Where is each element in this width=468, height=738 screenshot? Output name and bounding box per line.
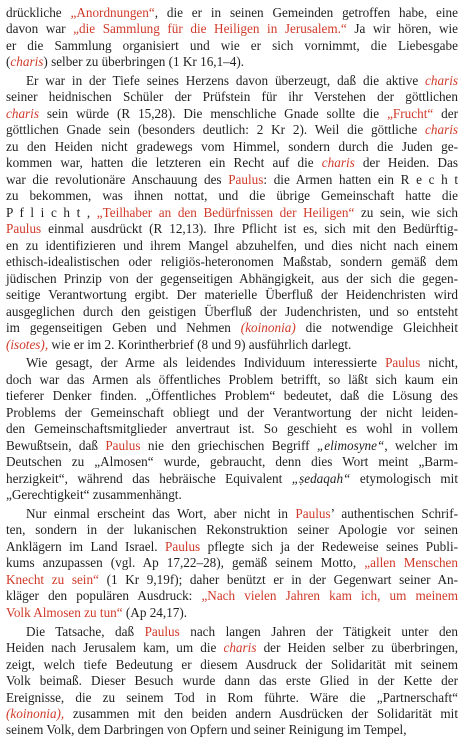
text-line bbox=[6, 155, 458, 171]
text-run: der Heiden. Das bbox=[354, 155, 458, 170]
text-run: Wie gesagt, der Arme als leidendes Individuum interessierte bbox=[26, 355, 386, 370]
text-run: Er war in der Tiefe seines Herzens davon überzeugt, daß die aktive bbox=[26, 73, 426, 88]
text-line bbox=[26, 73, 458, 89]
text-line bbox=[6, 471, 458, 487]
text-run: tieferer Denker finden. „Öffentliches Problem“ bedeutet, daß die Lösung des bbox=[6, 388, 458, 403]
text-run: zu bekommen, was ihnen nottat, und die übrige Gemeinschaft hatte die bbox=[6, 188, 458, 203]
text-line bbox=[6, 54, 458, 70]
text-line bbox=[6, 205, 458, 221]
text-run: ’ authentischen Schrif- bbox=[330, 506, 458, 521]
text-run: Anklägern im Land Israel. bbox=[6, 539, 165, 554]
text-run: P f l i c h t , bbox=[6, 205, 97, 220]
text-line bbox=[6, 238, 458, 254]
highlighted-term: „Frucht“ bbox=[387, 106, 434, 121]
text-run: Heiden nach Jerusalem kam, um die bbox=[6, 640, 224, 655]
highlighted-term: charis bbox=[6, 106, 39, 121]
highlighted-term: (isotes), bbox=[6, 337, 49, 352]
text-line bbox=[6, 690, 458, 706]
text-line bbox=[6, 21, 458, 37]
text-run: „elimosyne“ bbox=[316, 438, 385, 453]
text-run: seitige Verantwortung ergibt. Der materielle Überfluß der Heidenchristen wird bbox=[6, 287, 458, 302]
text-line bbox=[6, 388, 458, 404]
text-line bbox=[6, 722, 458, 738]
highlighted-term: charis bbox=[321, 155, 355, 170]
text-run: zu sein, wie sich bbox=[354, 205, 458, 220]
text-run: ten, sondern in der lukanischen Rekonstruktion seiner Apologie vor seinen bbox=[6, 522, 458, 537]
highlighted-term: (koinonia), bbox=[6, 706, 65, 721]
text-line bbox=[6, 122, 458, 138]
highlighted-term: (koinonia) bbox=[240, 320, 296, 335]
text-run: den Gemeinschaftsmitglieder anvertraut ist. So geschieht es wohl in vollem bbox=[6, 421, 458, 436]
text-run: der bbox=[433, 106, 458, 121]
text-run: im gegenseitigen Geben und Nehmen bbox=[6, 320, 241, 335]
highlighted-term: charis bbox=[223, 640, 257, 655]
text-run: „ṣedaqah“ bbox=[291, 471, 351, 486]
text-run: Die Tatsache, daß bbox=[26, 624, 145, 639]
text-run: nicht, bbox=[420, 355, 458, 370]
text-line bbox=[6, 555, 458, 571]
text-line bbox=[6, 572, 458, 588]
text-run: war die revolutionäre Anschauung des bbox=[6, 172, 229, 187]
text-run: , welcher im bbox=[384, 438, 459, 453]
text-run: drückliche bbox=[6, 5, 71, 20]
text-run: göttlichen Gnade sein (besonders deutlich: 2 Kr 2). Weil die göttliche bbox=[6, 122, 426, 137]
text-run: jüdischen Prinzip von der gegenseitigen Abhängigkeit, aus der sich die gegen- bbox=[6, 271, 458, 286]
text-run: Nur einmal erscheint das Wort, aber nicht in bbox=[26, 506, 296, 521]
highlighted-term: „die Sammlung für die Heiligen in Jerusalem.“ bbox=[73, 21, 347, 36]
text-run: zeigt, welch tiefe Bedeutung er diesem Ausdruck der Solidarität mit seinem bbox=[6, 657, 458, 672]
text-line bbox=[6, 38, 458, 54]
text-run: seinem Volk, dem Darbringen von Opfern und seiner Reinigung im Tempel, bbox=[6, 722, 407, 737]
text-run: sein würde (R 15,28). Die menschliche Gnade sollte die bbox=[38, 106, 388, 121]
text-line bbox=[6, 487, 458, 503]
text-line bbox=[6, 5, 458, 21]
text-line bbox=[6, 188, 458, 204]
text-line bbox=[6, 706, 458, 722]
text-run: (Ap 24,17). bbox=[122, 605, 188, 620]
text-run: ) selber zu überbringen (1 Kr 16,1–4). bbox=[43, 54, 245, 69]
text-run: pflegte sich ja der Redeweise seines Publi- bbox=[200, 539, 458, 554]
text-line bbox=[6, 172, 458, 188]
highlighted-term: Paulus bbox=[165, 539, 201, 554]
text-line bbox=[6, 438, 458, 454]
text-line bbox=[6, 605, 458, 621]
text-run: kläger den populären Ausdruck: bbox=[6, 588, 202, 603]
text-line bbox=[6, 657, 458, 673]
text-run: Bewußtsein, daß bbox=[6, 438, 106, 453]
text-run: zu den Heiden nicht gradewegs vom Himmel, sondern durch die Juden ge- bbox=[6, 139, 458, 154]
text-line bbox=[6, 221, 458, 237]
text-line bbox=[26, 355, 458, 371]
highlighted-term: Paulus bbox=[385, 355, 421, 370]
text-run: Volk beimaß. Dieser Besuch wurde dann das erste Glied in der Kette der bbox=[6, 673, 458, 688]
highlighted-term: Paulus bbox=[295, 506, 331, 521]
highlighted-term: „Nach vielen Jahren kam ich, um meinem bbox=[201, 588, 458, 603]
text-line bbox=[6, 287, 458, 303]
text-run: seiner heidnischen Schüler der Prüfstein für ihr Verstehen der göttlichen bbox=[6, 89, 458, 104]
text-run: Problems der Gemeinschaft obliegt und der Verantwortung der nicht leiden- bbox=[6, 405, 458, 420]
text-line bbox=[6, 405, 458, 421]
highlighted-term: „allen Menschen bbox=[364, 555, 458, 570]
text-line bbox=[6, 673, 458, 689]
text-run: etymologisch mit bbox=[350, 471, 458, 486]
highlighted-term: Knecht zu sein“ bbox=[6, 572, 99, 587]
text-run: (1 Kr 9,19f); daher benützt er in der Gegenwart seiner An- bbox=[98, 572, 458, 587]
text-run: er die Sammlung organisiert und wie er sich vornimmt, die Liebesgabe bbox=[6, 38, 458, 53]
text-line bbox=[26, 624, 458, 640]
text-line bbox=[6, 640, 458, 656]
text-line bbox=[6, 106, 458, 122]
text-run: „Gerechtigkeit“ zusammenhängt. bbox=[6, 487, 182, 502]
highlighted-term: Paulus bbox=[228, 172, 264, 187]
text-line bbox=[6, 304, 458, 320]
text-line bbox=[6, 271, 458, 287]
highlighted-term: Volk Almosen zu tun“ bbox=[6, 605, 123, 620]
text-line bbox=[6, 539, 458, 555]
highlighted-term: Paulus bbox=[144, 624, 180, 639]
text-line bbox=[26, 506, 458, 522]
text-run: einmal ausdrückt (R 12,13). Ihre Pflicht ist es, sich mit den Bedürftig- bbox=[41, 221, 458, 236]
text-run: nach langen Jahren der Tätigkeit unter den bbox=[179, 624, 458, 639]
highlighted-term: charis bbox=[10, 54, 44, 69]
highlighted-term: charis bbox=[425, 122, 458, 137]
text-run: wie er im 2. Korintherbrief (8 und 9) ausführlich darlegt. bbox=[48, 337, 352, 352]
text-line bbox=[6, 254, 458, 270]
text-line bbox=[6, 372, 458, 388]
highlighted-term: Paulus bbox=[6, 221, 42, 236]
text-line bbox=[6, 588, 458, 604]
text-line bbox=[6, 421, 458, 437]
text-run: nie den griechischen Begriff bbox=[140, 438, 317, 453]
text-run: Deutschen zu „Almosen“ wurde, gebraucht, denn dies Wort meint „Barm- bbox=[6, 454, 458, 469]
text-run: en zu identifizieren und ihrem Mangel abzuhelfen, und dies nicht nach einem bbox=[6, 238, 458, 253]
text-run: ( bbox=[6, 54, 11, 69]
text-run: doch war das Armen als öffentliches Problem betrifft, so läßt sich kaum ein bbox=[6, 372, 458, 387]
text-run: herzigkeit“, während das hebräische Equivalent bbox=[6, 471, 292, 486]
highlighted-term: charis bbox=[425, 73, 458, 88]
text-line bbox=[6, 454, 458, 470]
text-run: : die Armen hatten ein R e c h t bbox=[263, 172, 458, 187]
text-run: ethisch-idealistischen oder religiös-heteronomen Maßstab, sondern gemäß dem bbox=[6, 254, 458, 269]
highlighted-term: Paulus bbox=[105, 438, 141, 453]
text-run: zusammen mit den beiden andern Ausdrücken der Solidarität mit bbox=[64, 706, 458, 721]
text-run: davon war bbox=[6, 21, 74, 36]
text-line bbox=[6, 139, 458, 155]
text-line bbox=[6, 89, 458, 105]
text-line bbox=[6, 337, 458, 353]
text-run: ausgeglichen durch den geistigen Überfluß der Judenchristen, und so entsteht bbox=[6, 304, 458, 319]
highlighted-term: „Anordnungen“ bbox=[70, 5, 155, 20]
text-run: die notwendige Gleichheit bbox=[295, 320, 458, 335]
text-run: der Heiden selber zu überbringen, bbox=[256, 640, 458, 655]
text-run: Ja wir hören, wie bbox=[346, 21, 458, 36]
text-run: kommen war, hatten die letzteren ein Recht auf die bbox=[6, 155, 322, 170]
highlighted-term: „Teilhaber an den Bedürfnissen der Heiligen“ bbox=[96, 205, 355, 220]
text-run: , die er in seinen Gemeinden getroffen habe, eine bbox=[154, 5, 458, 20]
text-run: kums anzupassen (vgl. Ap 17,22–28), gemäß seinem Motto, bbox=[6, 555, 365, 570]
text-line bbox=[6, 320, 458, 336]
text-run: Ereignisse, die zu seinem Tod in Rom führte. Wäre die „Partnerschaft“ bbox=[6, 690, 458, 705]
text-line bbox=[6, 522, 458, 538]
